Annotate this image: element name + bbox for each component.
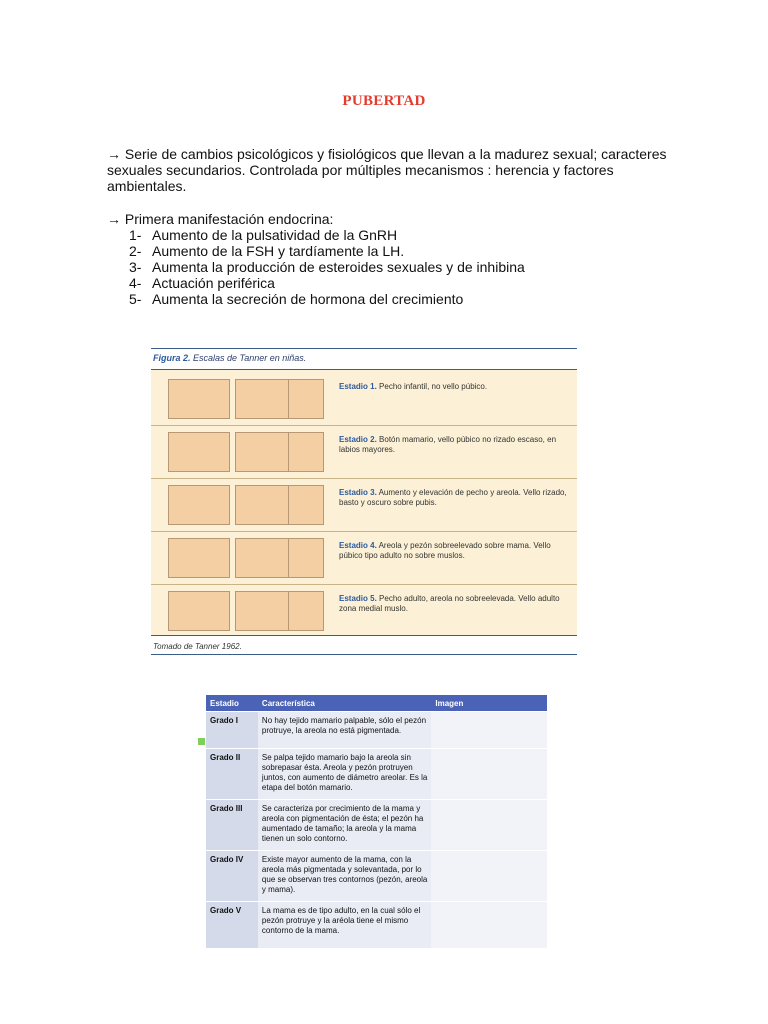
breast-side-illustration: [288, 591, 324, 631]
list-item: 2- Aumento de la FSH y tardíamente la LH.: [129, 243, 405, 259]
tanner-stage-1: Estadio 1. Pecho infantil, no vello púbico.: [151, 374, 577, 423]
table-row: Grado IV Existe mayor aumento de la mama, con la areola más pigmentada y solevantada, por lo que se observan tres contornos (pezón, areola y mama).: [206, 851, 547, 902]
pubic-illustration: [168, 591, 230, 631]
figure-source: Tomado de Tanner 1962.: [153, 642, 242, 651]
figure-bottom-rule: [151, 635, 577, 636]
green-bullet-marker: [198, 738, 205, 745]
endocrine-steps-list: [129, 227, 525, 307]
endocrine-heading: → Primera manifestación endocrina:: [107, 211, 334, 227]
tanner-figure: [151, 348, 577, 655]
list-item: 4- Actuación periférica: [129, 275, 275, 291]
table-row: Grado I No hay tejido mamario palpable, sólo el pezón protruye, la areola no está pigmentada.: [206, 712, 547, 749]
tanner-stage-4: Estadio 4. Areola y pezón sobreelevado sobre mama. Vello púbico tipo adulto no sobre muslos.: [151, 533, 577, 582]
col-header-image: Imagen: [431, 695, 547, 712]
pubic-illustration: [168, 379, 230, 419]
table-header-row: [206, 695, 547, 712]
breast-side-illustration: [288, 432, 324, 472]
col-header-stage: Estadio: [206, 695, 258, 712]
figure-caption: Figura 2. Escalas de Tanner en niñas.: [153, 353, 307, 363]
pubic-illustration: [168, 538, 230, 578]
breast-stage-illustration: [431, 851, 547, 902]
list-item: 3- Aumenta la producción de esteroides sexuales y de inhibina: [129, 259, 525, 275]
breast-side-illustration: [288, 538, 324, 578]
breast-side-illustration: [288, 379, 324, 419]
breast-stage-illustration: [431, 800, 547, 851]
figure-top-rule: [151, 348, 577, 349]
tanner-stage-2: Estadio 2. Botón mamario, vello púbico no rizado escaso, en labios mayores.: [151, 427, 577, 476]
pubic-illustration: [168, 485, 230, 525]
breast-stage-table: [206, 695, 547, 948]
breast-side-illustration: [288, 485, 324, 525]
breast-stage-illustration: [431, 902, 547, 949]
page-title: PUBERTAD: [342, 93, 426, 109]
table-row: Grado III Se caracteriza por crecimiento de la mama y areola con pigmentación de ésta; el pezón ha aumentado de tamaño; la areola y la mama tienen un solo contorno.: [206, 800, 547, 851]
tanner-stage-3: Estadio 3. Aumento y elevación de pecho y areola. Vello rizado, basto y oscuro sobre pubis.: [151, 480, 577, 529]
tanner-stage-5: Estadio 5. Pecho adulto, areola no sobreelevada. Vello adulto zona medial muslo.: [151, 586, 577, 635]
pubic-illustration: [168, 432, 230, 472]
table-row: Grado II Se palpa tejido mamario bajo la areola sin sobrepasar ésta. Areola y pezón protruyen juntos, con aumento de diámetro areolar. Es la etapa del botón mamario.: [206, 749, 547, 800]
breast-stage-illustration: [431, 712, 547, 749]
table-row: Grado V La mama es de tipo adulto, en la cual sólo el pezón protruye y la aréola tiene el mismo contorno de la mama.: [206, 902, 547, 949]
list-item: 5- Aumenta la secreción de hormona del crecimiento: [129, 291, 464, 307]
list-item: 1- Aumento de la pulsatividad de la GnRH: [129, 227, 398, 243]
intro-paragraph: → Serie de cambios psicológicos y fisiológicos que llevan a la madurez sexual; caracteres sexuales secundarios. Controlada por múltiples mecanismos : herencia y factores ambientales.: [107, 146, 667, 194]
col-header-feature: Característica: [258, 695, 431, 712]
figure-panel: [151, 370, 577, 635]
breast-stage-illustration: [431, 749, 547, 800]
